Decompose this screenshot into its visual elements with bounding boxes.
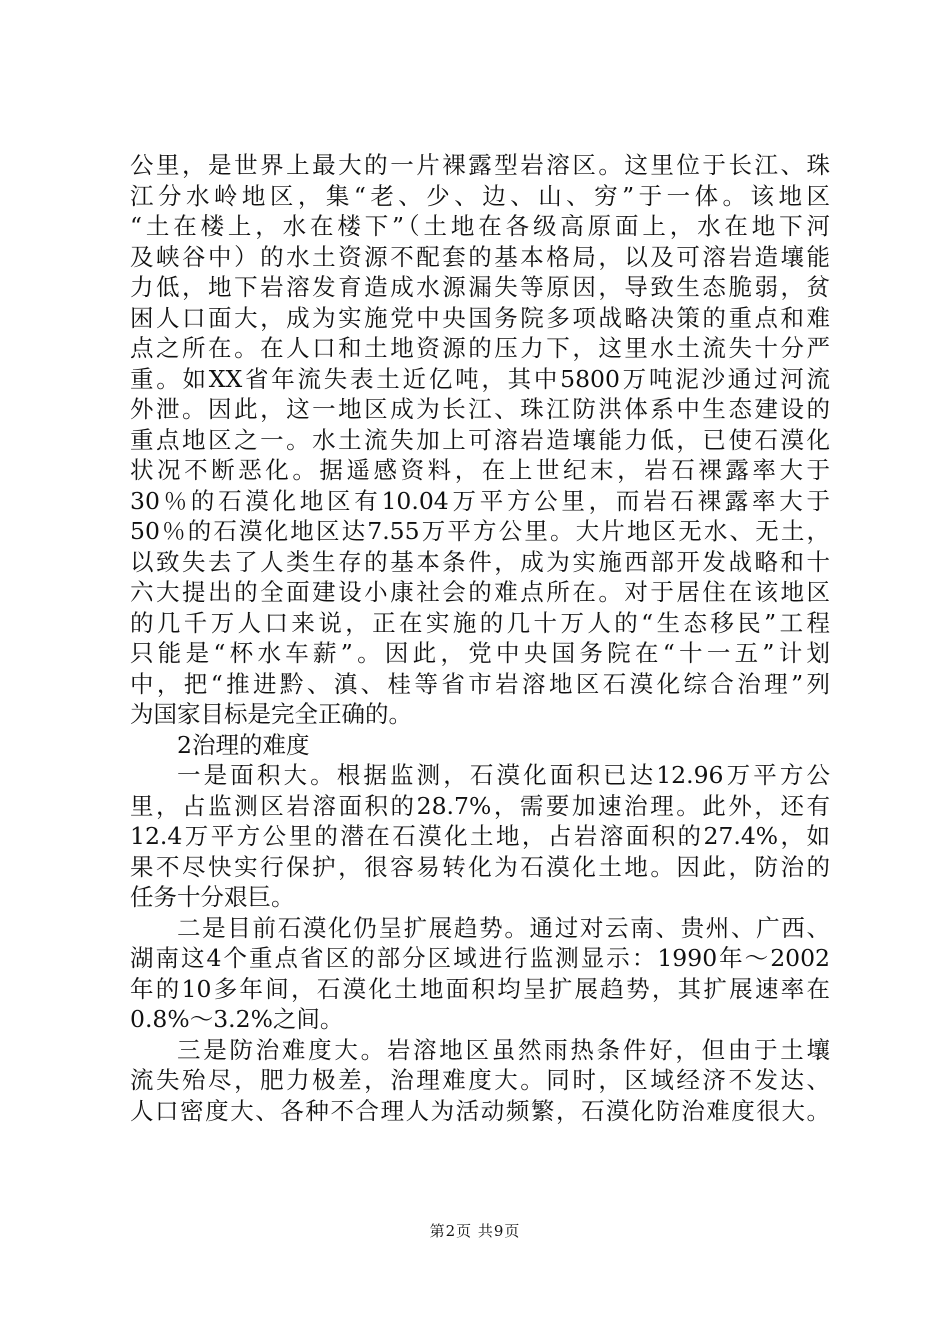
text-line: 的几千万人口来说，正在实施的几十万人的“生态移民”工程: [130, 608, 830, 637]
text-line: 0.8%～3.2%之间。: [130, 1005, 344, 1033]
text-line: 力低，地下岩溶发育造成水源漏失等原因，导致生态脆弱，贫: [130, 273, 830, 301]
text-line: 江分水岭地区，集“老、少、边、山、穷”于一体。该地区: [130, 181, 830, 210]
text-line: 点之所在。在人口和土地资源的压力下，这里水土流失十分严: [130, 334, 830, 362]
text-line: “土在楼上，水在楼下”（土地在各级高原面上，水在地下河: [130, 212, 830, 240]
text-line: 二是目前石漠化仍呈扩展趋势。通过对云南、贵州、广西、: [177, 913, 830, 942]
text-line: 中，把“推进黔、滇、桂等省市岩溶地区石漠化综合治理”列: [130, 669, 830, 698]
text-line: 果不尽快实行保护，很容易转化为石漠化土地。因此，防治的: [130, 852, 830, 881]
text-line: 以致失去了人类生存的基本条件，成为实施西部开发战略和十: [130, 547, 830, 576]
text-line: 为国家目标是完全正确的。: [130, 700, 412, 728]
text-line: 30％的石漠化地区有10.04万平方公里，而岩石裸露率大于: [130, 486, 830, 515]
text-line: 一是面积大。根据监测，石漠化面积已达12.96万平方公: [177, 761, 830, 789]
text-line: 湖南这4个重点省区的部分区域进行监测显示：1990年～2002: [130, 944, 830, 972]
text-line: 12.4万平方公里的潜在石漠化土地，占岩溶面积的27.4%，如: [130, 822, 830, 850]
text-line: 公里，是世界上最大的一片裸露型岩溶区。这里位于长江、珠: [130, 151, 830, 179]
body-text: [130, 150, 830, 1126]
text-line: 及峡谷中）的水土资源不配套的基本格局，以及可溶岩造壤能: [130, 242, 830, 271]
page-footer: [0, 1220, 950, 1241]
text-line: 人口密度大、各种不合理人为活动频繁，石漠化防治难度很大。: [130, 1096, 830, 1125]
text-line: 里，占监测区岩溶面积的28.7%，需要加速治理。此外，还有: [130, 791, 830, 820]
text-line: 三是防治难度大。岩溶地区虽然雨热条件好，但由于土壤: [177, 1035, 830, 1064]
text-line: 状况不断恶化。据遥感资料，在上世纪末，岩石裸露率大于: [130, 456, 830, 484]
section-heading: 2治理的难度: [177, 730, 310, 759]
text-line: 外泄。因此，这一地区成为长江、珠江防洪体系中生态建设的: [130, 395, 830, 423]
text-line: 只能是“杯水车薪”。因此，党中央国务院在“十一五”计划: [130, 639, 830, 667]
text-line: 重点地区之一。水土流失加上可溶岩造壤能力低，已使石漠化: [130, 425, 830, 454]
text-line: 流失殆尽，肥力极差，治理难度大。同时，区域经济不发达、: [130, 1066, 830, 1094]
text-line: 50％的石漠化地区达7.55万平方公里。大片地区无水、无土，: [130, 517, 830, 545]
text-line: 任务十分艰巨。: [130, 883, 295, 911]
text-line: 年的10多年间，石漠化土地面积均呈扩展趋势，其扩展速率在: [130, 974, 830, 1003]
page-number: 第2页 共9页: [429, 1222, 521, 1240]
text-line: 六大提出的全面建设小康社会的难点所在。对于居住在该地区: [130, 578, 830, 606]
text-line: 困人口面大，成为实施党中央国务院多项战略决策的重点和难: [130, 303, 830, 332]
text-line: 重。如XX省年流失表土近亿吨，其中5800万吨泥沙通过河流: [130, 364, 830, 393]
